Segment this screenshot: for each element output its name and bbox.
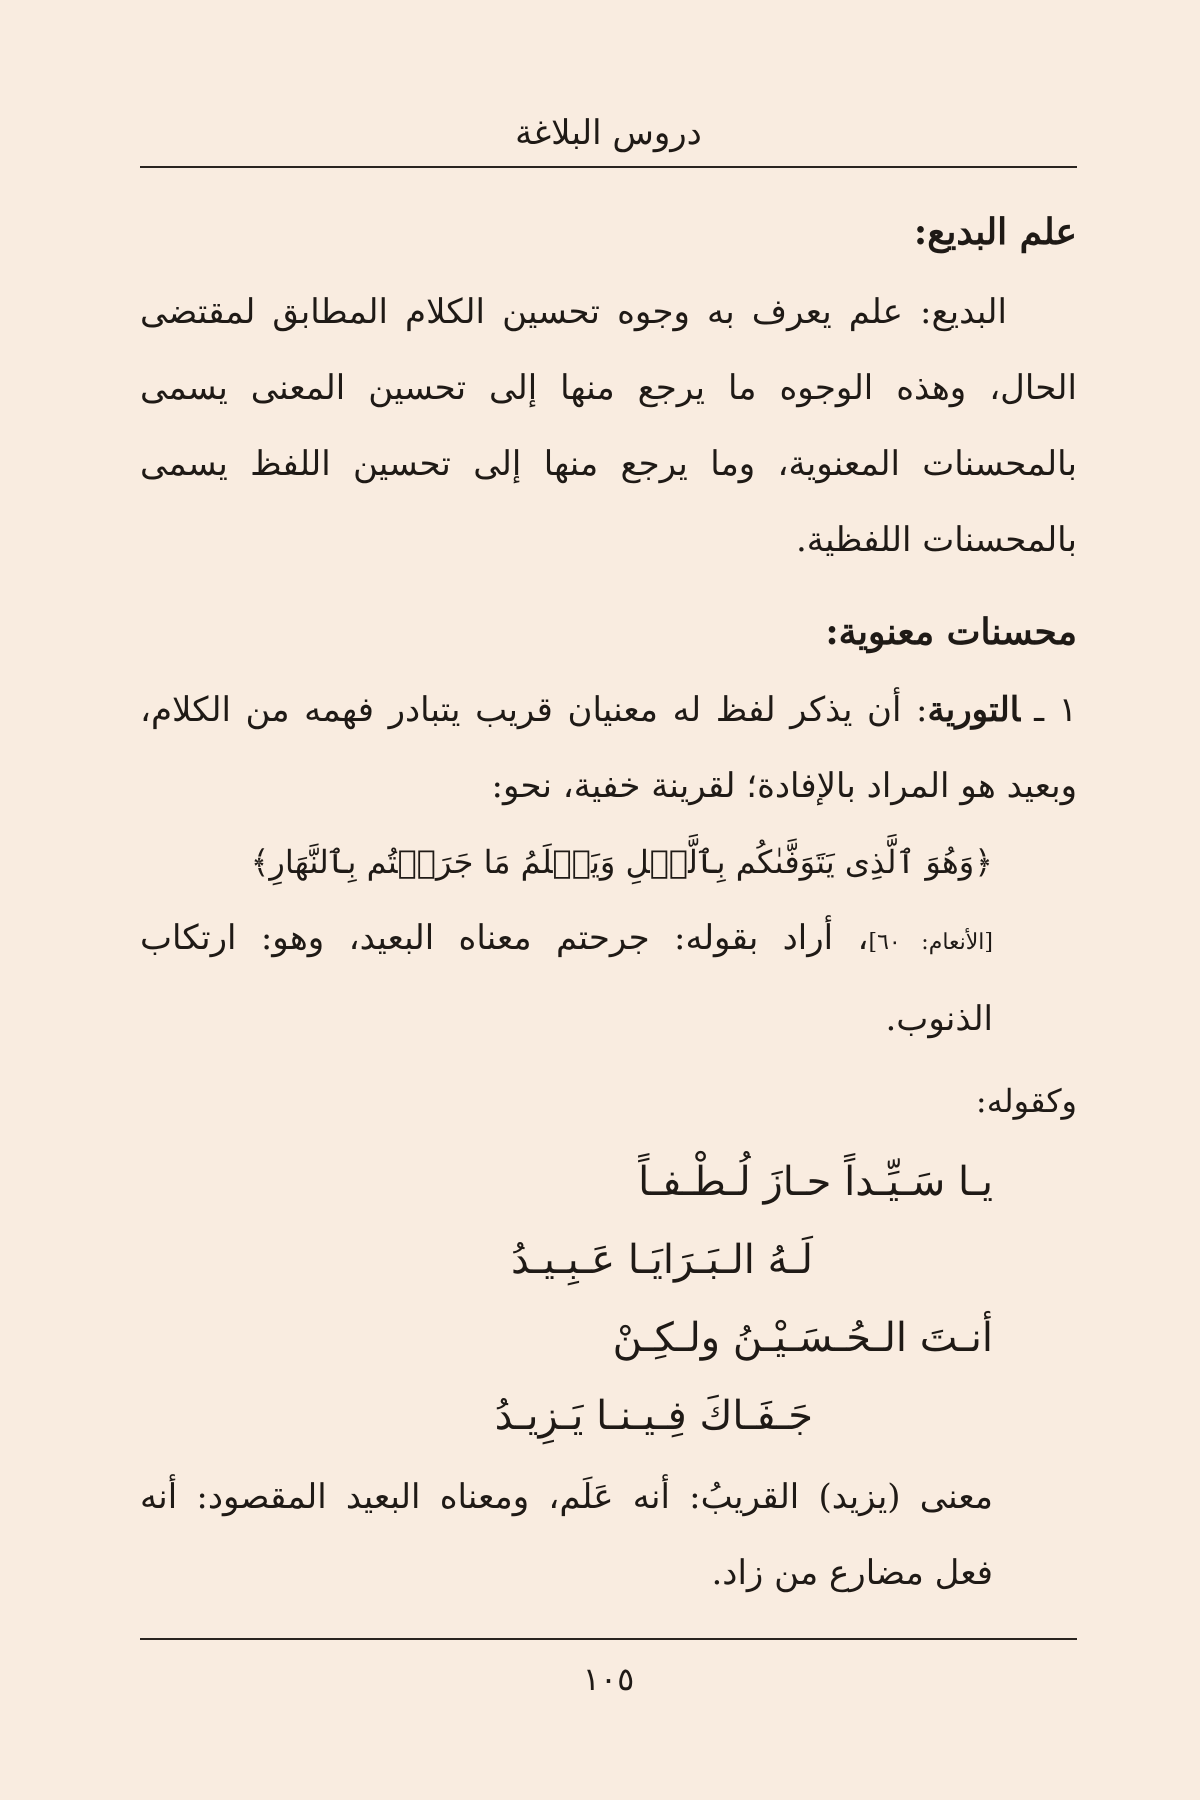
item-number: ١ ـ [1034, 690, 1077, 730]
quran-verse: ﴿وَهُوَ ٱلَّذِى يَتَوَفَّىٰكُم بِٱلَّيۡلِ وَيَعۡلَمُ مَا جَرَحۡتُم بِٱلنَّهَارِ﴾ [250, 843, 993, 881]
page-body [140, 196, 1077, 1611]
list-item [140, 672, 1077, 1057]
poem-line: لَـهُ الـبَـرَايَـا عَـبِـيـدُ [511, 1237, 813, 1283]
item-explanation: ، أراد بقوله: جرحتم معناه البعيد، وهو: ارتكاب الذنوب. [140, 918, 993, 1039]
running-header: دروس البلاغة [515, 113, 702, 153]
verse-citation: [الأنعام: ٦٠] [868, 930, 993, 955]
poem-line: أنـتَ الـحُـسَـيْـنُ ولـكِـنْ [612, 1315, 993, 1361]
poem-line: جَـفَـاكَ فِـيـنـا يَـزِيـدُ [494, 1393, 813, 1439]
header-rule [140, 166, 1077, 168]
footer-rule [140, 1638, 1077, 1640]
section-definition: البديع: علم يعرف به وجوه تحسين الكلام المطابق لمقتضى الحال، وهذه الوجوه ما يرجع منها إلى تحسين المعنى يسمى بالمحسنات المعنوية، وما يرجع منها إلى تحسين اللفظ يسمى بالمحسنات اللفظية. [140, 292, 1077, 560]
item-term: التورية [927, 690, 1021, 730]
page-number: ١٠٥ [582, 1660, 635, 1698]
subsection-title: محسنات معنوية: [825, 611, 1077, 653]
section-title: علم البديع: [913, 211, 1077, 253]
item-definition: : أن يذكر لفظ له معنيان قريب يتبادر فهمه من الكلام، وبعيد هو المراد بالإفادة؛ لقرينة خفية، نحو: [140, 690, 1077, 806]
poem-lead-in: وكقوله: [975, 1082, 1077, 1120]
poem [140, 1143, 1077, 1455]
poem-line: يـا سَـيِّـداً حـازَ لُـطْـفـاً [638, 1159, 993, 1205]
poem-explanation: معنى (يزيد) القريبُ: أنه عَلَم، ومعناه البعيد المقصود: أنه فعل مضارع من زاد. [140, 1477, 993, 1593]
